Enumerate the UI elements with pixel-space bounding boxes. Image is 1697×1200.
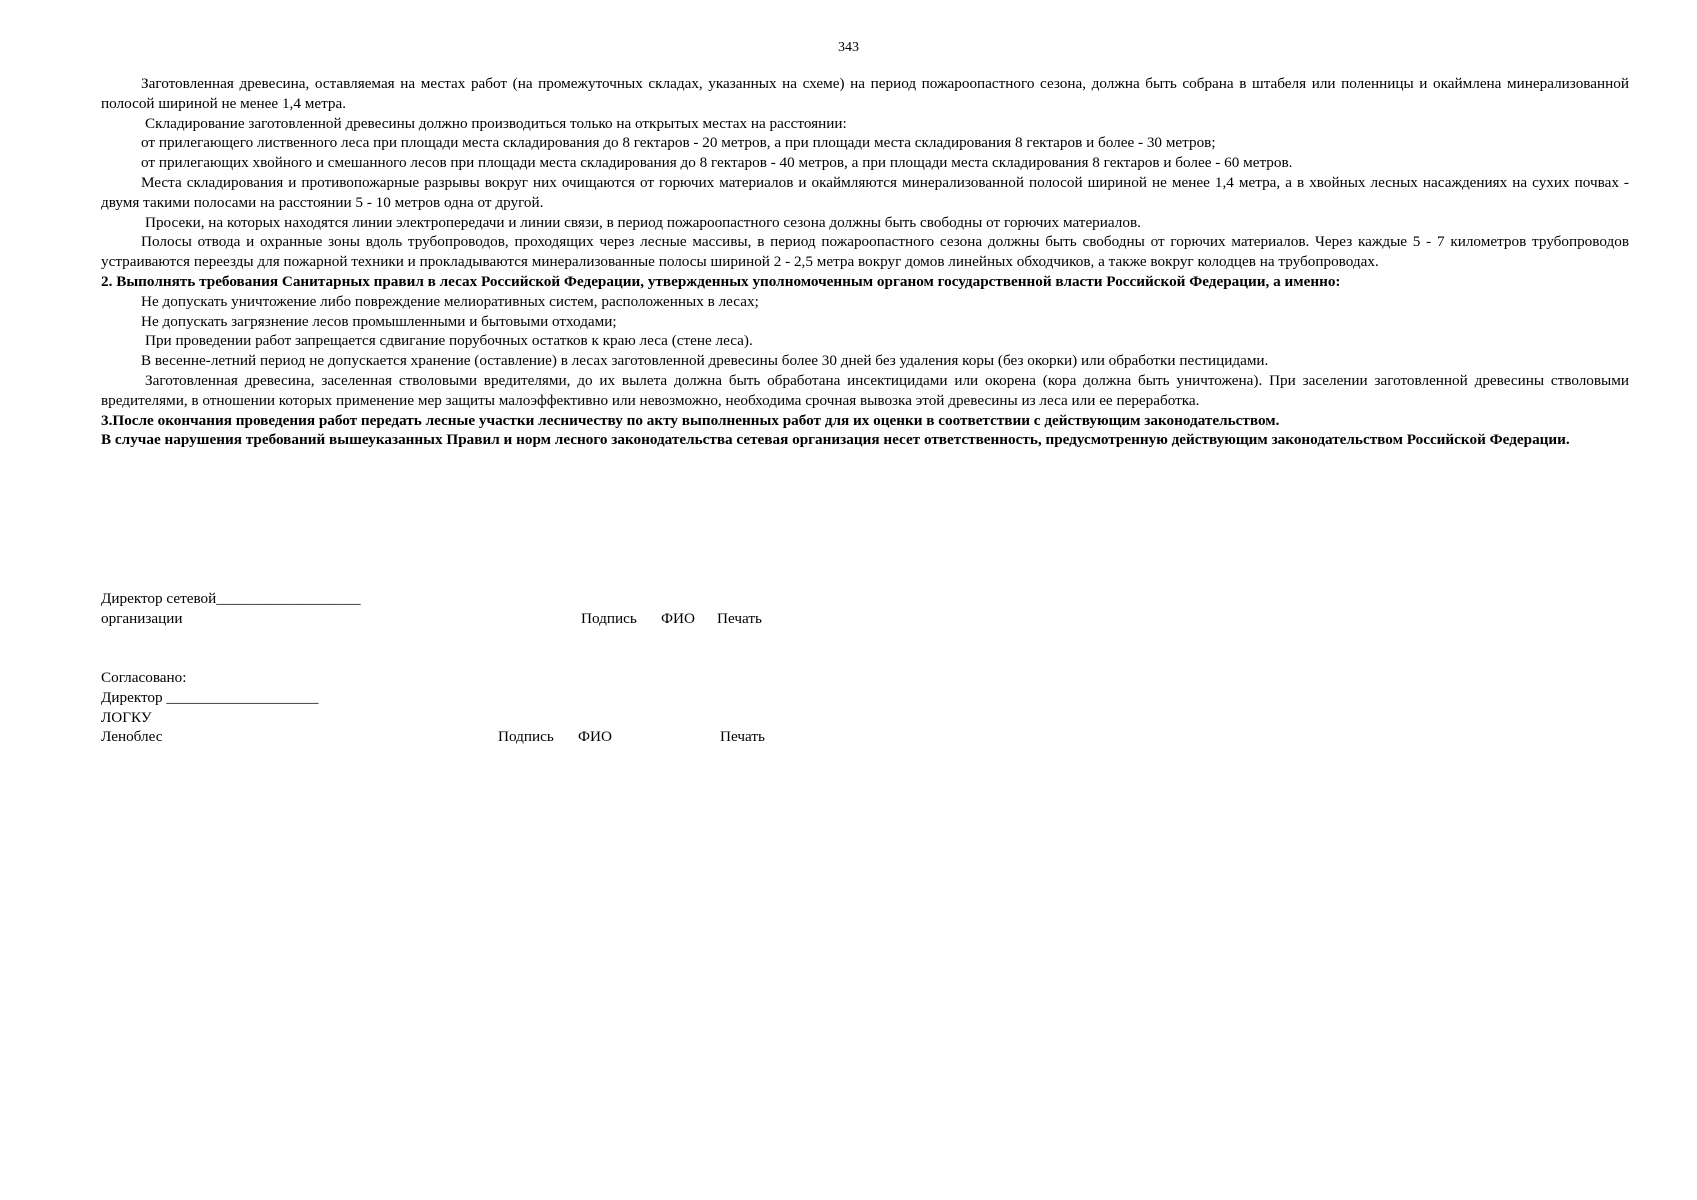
paragraph-pests: Заготовленная древесина, заселенная стволовыми вредителями, до их вылета должна быть обработана инсектицидами или окорена (кора должна быть уничтожена). При заселении заготовленной древесины стволовыми вредителями, в отношении которых применение мер защиты малоэффективно или невозможно, необходима срочная вывозка этой древесины из леса или ее переработка. bbox=[101, 371, 1629, 409]
paragraph-deciduous-forest: от прилегающего лиственного леса при площади места складирования до 8 гектаров - 20 метров, а при площади места складирования 8 гектаров и более - 30 метров; bbox=[141, 134, 1216, 152]
paragraph-conifer-forest: от прилегающих хвойного и смешанного лесов при площади места складирования до 8 гектаров - 40 метров, а при площади места складирования 8 гектаров и более - 60 метров. bbox=[141, 154, 1293, 172]
paragraph-firebreaks: Места складирования и противопожарные разрывы вокруг них очищаются от горючих материалов и окаймляются минерализованной полосой шириной не менее 1,4 метра, а в хвойных лесных насаждениях на сухих почвах - двумя такими полосами на расстоянии 5 - 10 метров одна от другой. bbox=[101, 173, 1629, 211]
paragraph-storage-distance: Складирование заготовленной древесины должно производиться только на открытых местах на расстоянии: bbox=[145, 114, 847, 132]
paragraph-pollution: Не допускать загрязнение лесов промышленными и бытовыми отходами; bbox=[141, 312, 617, 330]
name-label: ФИО bbox=[661, 609, 695, 627]
section-2-heading: 2. Выполнять требования Санитарных правил в лесах Российской Федерации, утвержденных уполномоченным органом государственной власти Российской Федерации, а именно: bbox=[101, 272, 1341, 290]
paragraph-liability: В случае нарушения требований вышеуказанных Правил и норм лесного законодательства сетевая организация несет ответственность, предусмотренную действующим законодательством Российской Федерации. bbox=[101, 431, 1570, 449]
name-label: ФИО bbox=[578, 728, 612, 746]
stamp-label: Печать bbox=[717, 609, 762, 627]
agreed-label: Согласовано: bbox=[101, 669, 187, 686]
section-3-heading: 3.После окончания проведения работ передать лесные участки лесничеству по акту выполненных работ для их оценки в соответствии с действующим законодательством. bbox=[101, 411, 1280, 429]
lenobles-label: Леноблес bbox=[101, 728, 163, 746]
paragraph-spring-summer: В весенне-летний период не допускается хранение (оставление) в лесах заготовленной древесины более 30 дней без удаления коры (без окорки) или обработки пестицидами. bbox=[141, 352, 1269, 370]
leskhoz-approval-signature bbox=[101, 668, 901, 747]
network-director-signature bbox=[101, 589, 901, 629]
organization-label: организации bbox=[101, 609, 183, 627]
director-line: Директор сетевой___________________ bbox=[101, 590, 361, 607]
document-body bbox=[101, 74, 1629, 450]
logku-label: ЛОГКУ bbox=[101, 708, 152, 726]
signature-label: Подпись bbox=[498, 728, 554, 746]
paragraph-residues: При проведении работ запрещается сдвигание порубочных остатков к краю леса (стене леса). bbox=[145, 332, 753, 350]
stamp-label: Печать bbox=[720, 728, 765, 746]
paragraph-pipelines: Полосы отвода и охранные зоны вдоль трубопроводов, проходящих через лесные массивы, в период пожароопастного сезона должны быть свободны от горючих материалов. Через каждые 5 - 7 километров трубопроводов устраиваются переезды для пожарной техники и прокладываются минерализованные полосы шириной 2 - 2,5 метра вокруг домов линейных обходчиков, а также вокруг колодцев на трубопроводах. bbox=[101, 233, 1629, 271]
paragraph-timber-storage: Заготовленная древесина, оставляемая на местах работ (на промежуточных складах, указанных на схеме) на период пожароопастного сезона, должна быть собрана в штабеля или поленницы и окаймлена минерализованной полосой шириной не менее 1,4 метра. bbox=[101, 75, 1629, 112]
paragraph-melioration: Не допускать уничтожение либо повреждение мелиоративных систем, расположенных в лесах; bbox=[141, 292, 759, 310]
paragraph-power-lines: Просеки, на которых находятся линии электропередачи и линии связи, в период пожароопастного сезона должны быть свободны от горючих материалов. bbox=[145, 213, 1141, 231]
director-line: Директор ____________________ bbox=[101, 688, 319, 706]
page-number: 343 bbox=[838, 40, 859, 55]
signature-label: Подпись bbox=[581, 609, 637, 627]
